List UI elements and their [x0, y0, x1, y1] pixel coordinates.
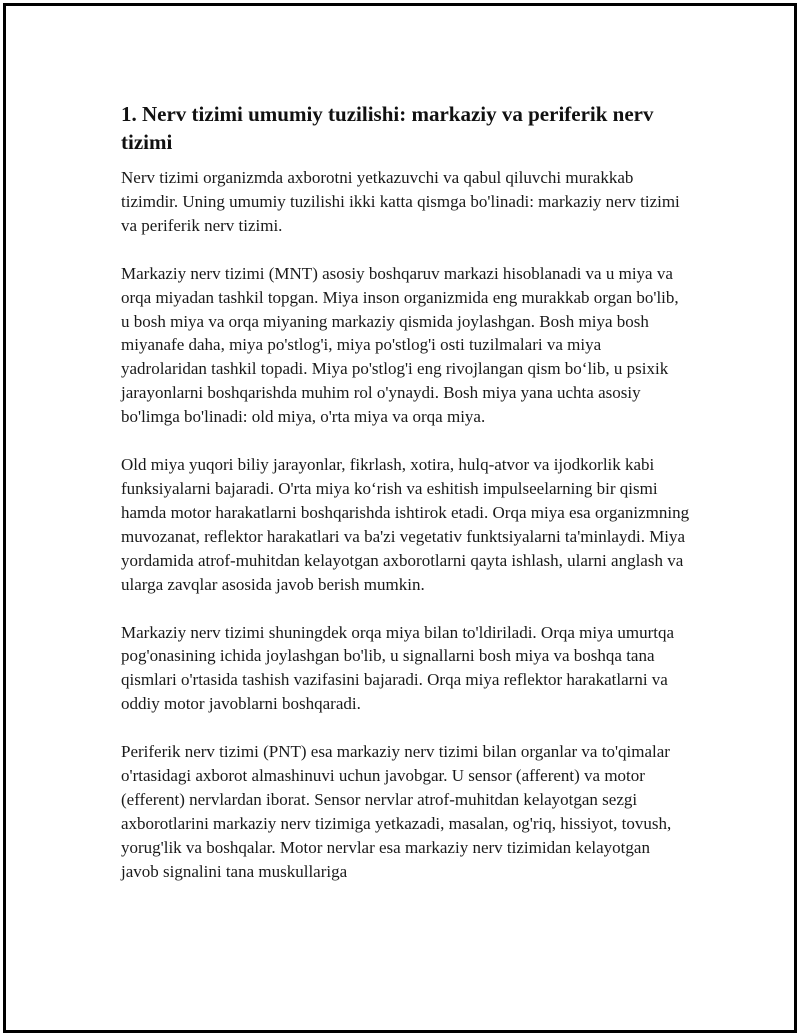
document-body: [121, 100, 691, 908]
paragraph-peripheral-nervous-system: Periferik nerv tizimi (PNT) esa markaziy nerv tizimi bilan organlar va to'qimalar o'rtasidagi axborot almashinuvi uchun javobgar. U sensor (afferent) va motor (efferent) nervlardan iborat. Sensor nervlar atrof-muhitdan kelayotgan sezgi axborotlarini markaziy nerv tizimiga yetkazadi, masalan, og'riq, hissiyot, tovush, yorug'lik va boshqalar. Motor nervlar esa markaziy nerv tizimidan kelayotgan javob signalini tana muskullariga: [121, 742, 672, 881]
paragraph-intro: Nerv tizimi organizmda axborotni yetkazuvchi va qabul qiluvchi murakkab tizimdir. Uning umumiy tuzilishi ikki katta qismga bo'linadi: markaziy nerv tizimi va periferik nerv tizimi.: [121, 168, 680, 235]
paragraph-forebrain: Old miya yuqori biliy jarayonlar, fikrlash, xotira, hulq-atvor va ijodkorlik kabi funksiyalarni bajaradi. O'rta miya ko‘rish va eshitish impulseelarning bir qismi hamda motor harakatlarni boshqarishda ishtirok etadi. Orqa miya esa organizmning muvozanat, reflektor harakatlari va ba'zi vegetativ funktsiyalarni ta'minlaydi. Miya yordamida atrof-muhitdan kelayotgan axborotlarni qayta ishlash, ularni anglash va ularga zavqlar asosida javob berish mumkin.: [121, 455, 690, 594]
section-heading: 1. Nerv tizimi umumiy tuzilishi: markaziy va periferik nerv tizimi: [121, 102, 654, 154]
page-frame: [3, 3, 797, 1033]
paragraph-central-nervous-system: Markaziy nerv tizimi (MNT) asosiy boshqaruv markazi hisoblanadi va u miya va orqa miyadan tashkil topgan. Miya inson organizmida eng murakkab organ bo'lib, u bosh miya va orqa miyaning markaziy qismida joylashgan. Bosh miya bosh miyanafe daha, miya po'stlog'i, miya po'stlog'i osti tuzilmalari va miya yadrolaridan tashkil topadi. Miya po'stlog'i eng rivojlangan qism bo‘lib, u psixik jarayonlarni boshqarishda muhim rol o'ynaydi. Bosh miya yana uchta asosiy bo'limga bo'linadi: old miya, o'rta miya va orqa miya.: [121, 263, 679, 427]
paragraph-spinal-cord: Markaziy nerv tizimi shuningdek orqa miya bilan to'ldiriladi. Orqa miya umurtqa pog'onasining ichida joylashgan bo'lib, u signallarni bosh miya va boshqa tana qismlari o'rtasida tashish vazifasini bajaradi. Orqa miya reflektor harakatlarni va oddiy motor javoblarni boshqaradi.: [121, 622, 675, 714]
